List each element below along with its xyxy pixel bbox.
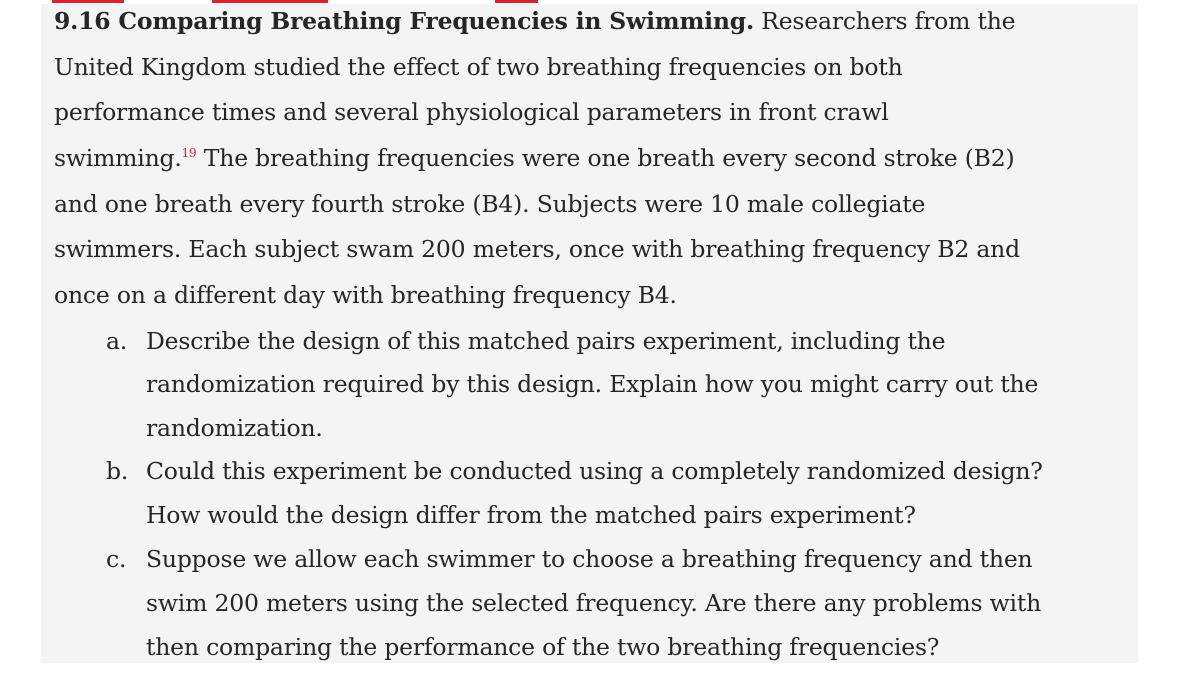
- problem-line-4: [54, 144, 1014, 172]
- item-b-line: How would the design differ from the matched pairs experiment?: [146, 501, 916, 529]
- intro-line: swimmers. Each subject swam 200 meters, once with breathing frequency B2 and: [54, 235, 1020, 263]
- intro-line: once on a different day with breathing frequency B4.: [54, 281, 677, 309]
- item-b-marker: b.: [106, 457, 129, 485]
- intro-line: The breathing frequencies were one breath every second stroke (B2): [203, 144, 1015, 172]
- intro-line: and one breath every fourth stroke (B4). Subjects were 10 male collegiate: [54, 190, 926, 218]
- red-mark: [495, 0, 538, 3]
- item-c-line: then comparing the performance of the two breathing frequencies?: [146, 633, 940, 661]
- item-a-line: Describe the design of this matched pairs experiment, including the: [146, 327, 946, 355]
- item-a-marker: a.: [106, 327, 128, 355]
- item-c-line: Suppose we allow each swimmer to choose a breathing frequency and then: [146, 545, 1033, 573]
- red-mark: [212, 0, 328, 3]
- problem-title: 9.16 Comparing Breathing Frequencies in Swimming.: [54, 7, 754, 35]
- intro-line: United Kingdom studied the effect of two breathing frequencies on both: [54, 53, 903, 81]
- item-a-line: randomization required by this design. Explain how you might carry out the: [146, 370, 1039, 398]
- problem-line-1: [54, 7, 1015, 35]
- intro-line: swimming.: [54, 144, 182, 172]
- item-c-line: swim 200 meters using the selected frequency. Are there any problems with: [146, 589, 1042, 617]
- item-b-line: Could this experiment be conducted using a completely randomized design?: [146, 457, 1043, 485]
- intro-line: Researchers from the: [761, 7, 1016, 35]
- intro-line: performance times and several physiological parameters in front crawl: [54, 98, 889, 126]
- item-a-line: randomization.: [146, 414, 323, 442]
- footnote-reference[interactable]: 19: [181, 146, 197, 160]
- red-mark: [52, 0, 124, 3]
- item-c-marker: c.: [106, 545, 127, 573]
